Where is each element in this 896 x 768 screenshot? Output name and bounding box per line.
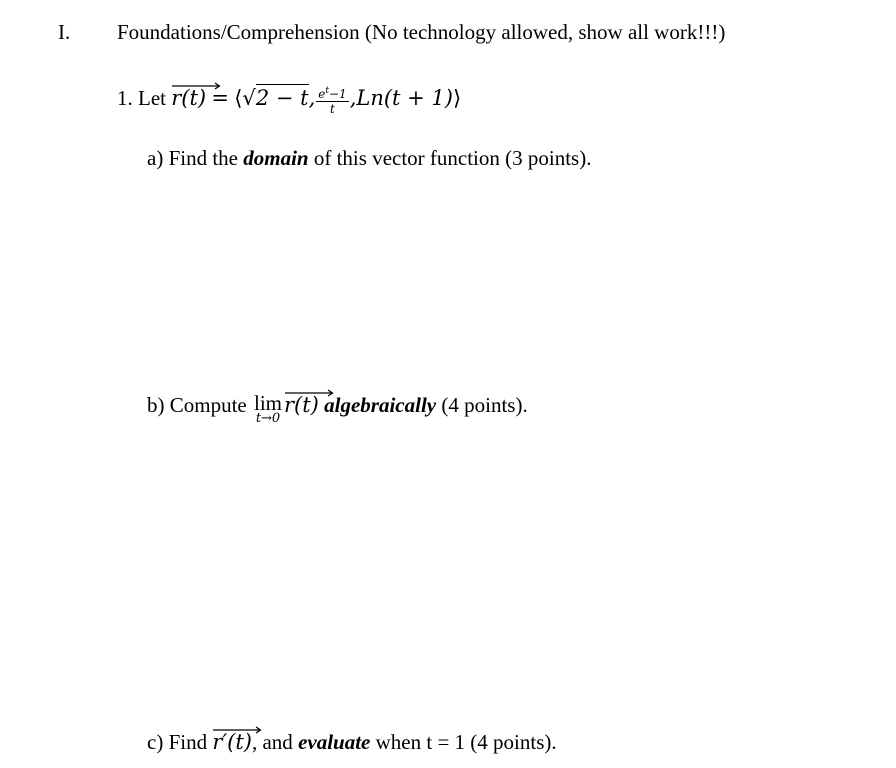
part-b-label: b) xyxy=(147,393,165,417)
sqrt-component xyxy=(242,86,308,110)
vector-function-r-prime xyxy=(212,730,252,754)
equals-sign: = xyxy=(211,85,229,110)
vector-function-r-b xyxy=(284,393,319,417)
part-c-emphasis: evaluate xyxy=(298,730,371,754)
vector-arrow-icon xyxy=(171,82,221,90)
third-component: Ln(t + 1) xyxy=(356,85,453,110)
function-name-c: r′(t) xyxy=(212,730,252,754)
section-numeral: I. xyxy=(58,20,71,44)
vector-arrow-icon xyxy=(212,726,262,734)
part-b-text-before: Compute xyxy=(169,393,247,417)
part-b-text-after: (4 points). xyxy=(441,393,528,417)
sqrt-argument: 2 − t xyxy=(255,85,309,110)
part-a-text-before: Find the xyxy=(168,146,238,170)
vector-function-r xyxy=(171,86,206,110)
comma-1: , xyxy=(308,85,316,110)
problem-intro: Let xyxy=(138,85,166,110)
part-a xyxy=(147,146,591,171)
function-name-b: r(t) xyxy=(284,393,319,417)
numerator-base: e xyxy=(318,87,326,101)
fraction-numerator xyxy=(316,85,348,102)
part-c-comma: , xyxy=(251,730,258,754)
close-angle-bracket: ⟩ xyxy=(452,85,462,110)
problem-number: 1. xyxy=(117,85,133,110)
numerator-rest: −1 xyxy=(328,87,347,101)
problem-1-statement xyxy=(117,85,461,115)
numerator-exponent: t xyxy=(325,86,329,96)
part-c-text-after: when t = 1 (4 points). xyxy=(375,730,557,754)
sqrt-icon: √ xyxy=(242,85,256,110)
limit-subscript: t→0 xyxy=(255,411,281,426)
part-b xyxy=(147,393,528,425)
section-heading: Foundations/Comprehension (No technology allowed, show all work!!!) xyxy=(117,20,726,44)
comma-2: , xyxy=(349,85,357,110)
part-c-text-before: Find xyxy=(168,730,208,754)
part-a-label: a) xyxy=(147,146,164,170)
limit-operator xyxy=(254,393,282,425)
limit-word: lim xyxy=(254,391,283,415)
part-a-emphasis: domain xyxy=(243,146,309,170)
part-c-text-mid: and xyxy=(262,730,293,754)
open-angle-bracket: ⟨ xyxy=(234,85,243,110)
part-a-text-after: of this vector function (3 points). xyxy=(313,146,592,170)
function-name: r(t) xyxy=(171,85,207,110)
fraction-component xyxy=(316,85,348,115)
part-c-label: c) xyxy=(147,730,164,754)
fraction-denominator: t xyxy=(330,102,335,116)
part-b-emphasis: algebraically xyxy=(324,393,437,417)
part-c xyxy=(147,730,557,755)
vector-arrow-icon xyxy=(284,389,334,397)
